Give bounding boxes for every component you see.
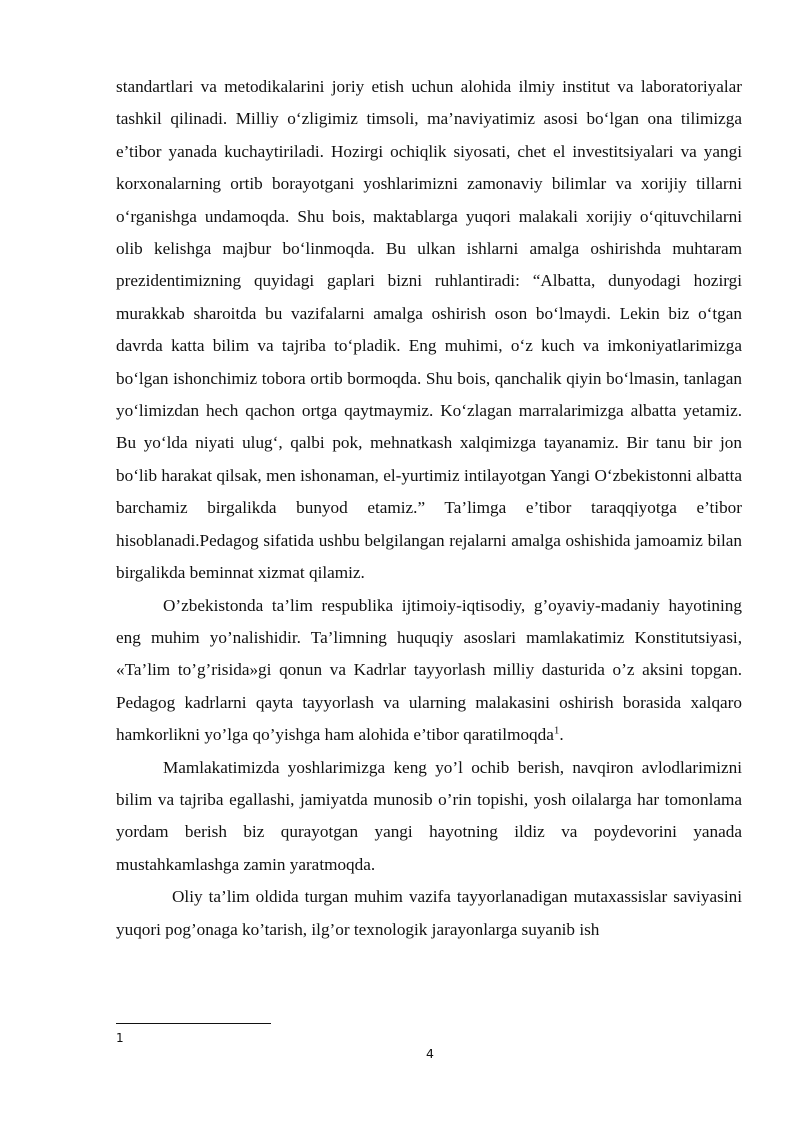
paragraph-1: standartlari va metodikalarini joriy etish uchun alohida ilmiy institut va laboratoriyalar tashkil qilinadi. Milliy o‘zligimiz timsoli, ma’naviyatimiz asosi bo‘lgan ona tilimizga e’tibor yanada kuchaytiriladi. Hozirgi ochiqlik siyosati, chet el investitsiyalari va yangi korxonalarning ortib borayotgani yoshlarimizni zamonaviy bilimlar va xorijiy tillarni o‘rganishga undamoqda. Shu bois, maktablarga yuqori malakali xorijiy o‘qituvchilarni olib kelishga majbur bo‘linmoqda. Bu ulkan ishlarni amalga oshirishda muhtaram prezidentimizning quyidagi gaplari bizni ruhlantiradi: “Albatta, dunyodagi hozirgi murakkab sharoitda bu vazifalarni amalga oshirish oson bo‘lmaydi. Lekin biz o‘tgan davrda katta bilim va tajriba to‘pladik. Eng muhimi, o‘z kuch va imkoniyatlarimizga bo‘lgan ishonchimiz tobora ortib bormoqda. Shu bois, qanchalik qiyin bo‘lmasin, tanlagan yo‘limizdan hech qachon ortga qaytmaymiz. Ko‘zlagan marralarimizga albatta yetamiz. Bu yo‘lda niyati ulug‘, qalbi pok, mehnatkash xalqimizga tayanamiz. Bir tanu bir jon bo‘lib harakat qilsak, men ishonaman, el-yurtimiz intilayotgan Yangi O‘zbekistonni albatta barchamiz birgalikda bunyod etamiz.” Ta’limga e’tibor taraqqiyotga e’tibor hisoblanadi.Pedagog sifatida ushbu belgilangan rejalarni amalga oshishida jamoamiz bilan birgalikda beminnat xizmat qilamiz.	[116, 77, 742, 583]
footnote-number: 1	[116, 1031, 124, 1045]
footnote-separator	[116, 1023, 271, 1024]
paragraph-2-period: .	[559, 725, 564, 745]
paragraph-4: Oliy ta’lim oldida turgan muhim vazifa tayyorlanadigan mutaxassislar saviyasini yuqori pog’onaga ko’tarish, ilg’or texnologik jarayonlarga suyanib ish	[116, 887, 742, 939]
paragraph-3: Mamlakatimizda yoshlarimizga keng yo’l ochib berish, navqiron avlodlarimizni bilim va tajriba egallashi, jamiyatda munosib o’rin topishi, yosh oilalarga har tomonlama yordam berish biz qurayotgan yangi hayotning ildiz va poydevorini yanada mustahkamlashga zamin yaratmoqda.	[116, 757, 742, 874]
paragraph-2	[116, 590, 742, 752]
paragraph-2-text: O’zbekistonda ta’lim respublika ijtimoiy-iqtisodiy, g’oyaviy-madaniy hayotining eng muhim yo’nalishidir. Ta’limning huquqiy asoslari mamlakatimiz Konstitutsiyasi, «Ta’lim to’g’risida»gi qonun va Kadrlar tayyorlash milliy dasturida o’z aksini topgan. Pedagog kadrlarni qayta tayyorlash va ularning malakasini oshirish borasida xalqaro hamkorlikni yo’lga qo’yishga ham alohida e’tibor qaratilmoqda	[116, 595, 742, 745]
footnote-reference[interactable]: 1	[553, 724, 560, 737]
body-text	[116, 71, 742, 946]
page-number: 4	[426, 1046, 434, 1061]
